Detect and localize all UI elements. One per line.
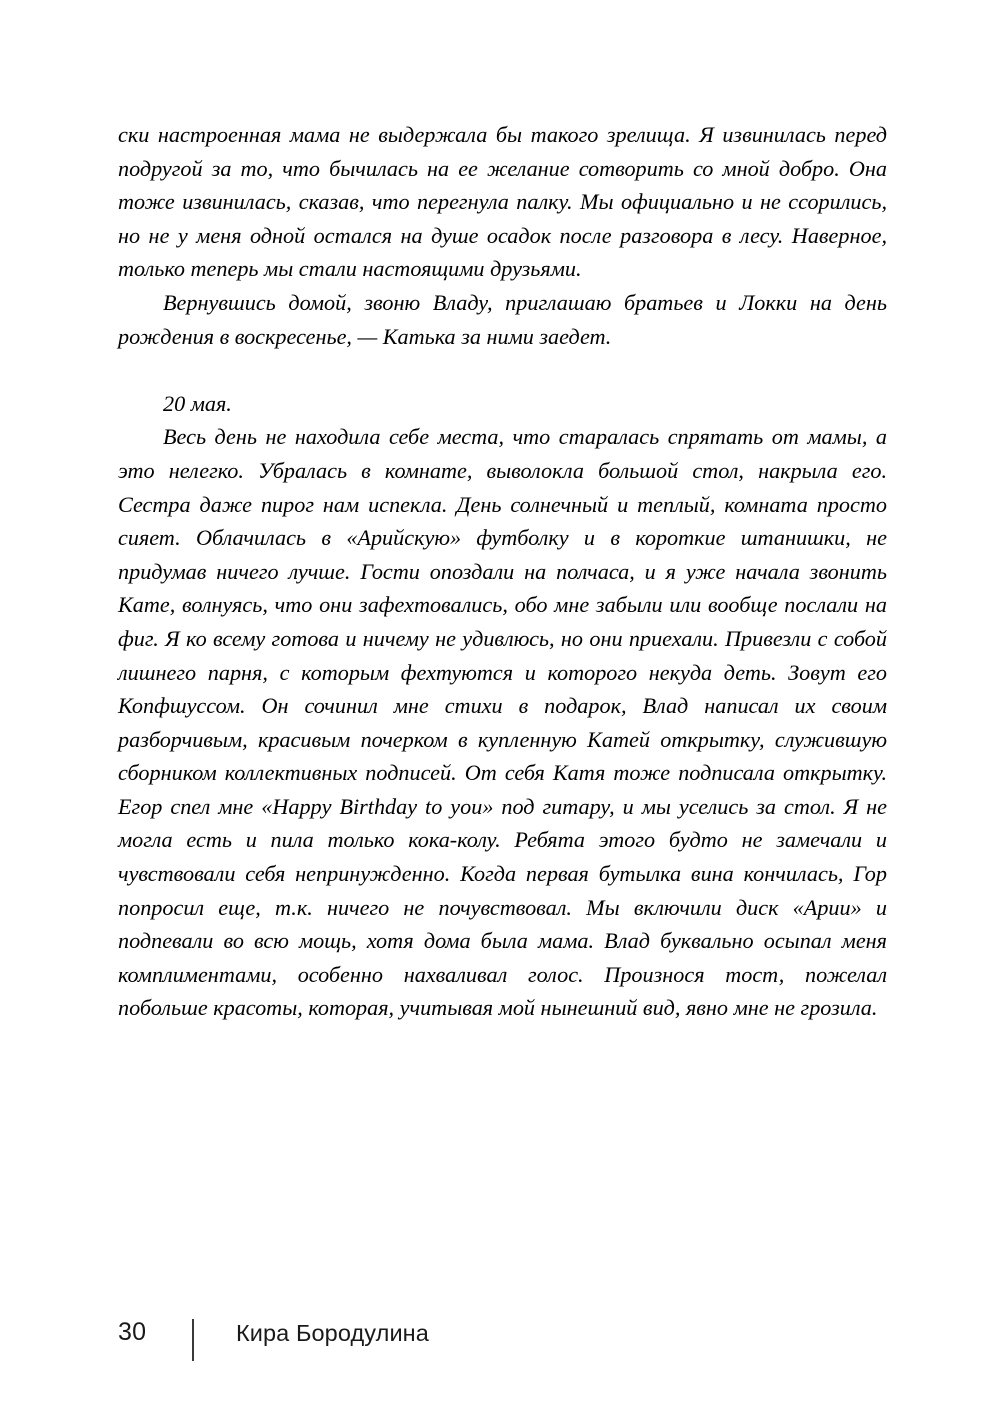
page-number: 30 [118,1318,147,1346]
page-body-text [118,118,887,1025]
diary-date-heading: 20 мая. [163,390,232,416]
paragraph-continued: ски настроенная мама не выдержала бы такого зрелища. Я извинилась перед подругой за то, что бычилась на ее желание сотворить со мной добро. Она тоже извинилась, сказав, что перегнула палку. Мы официально и не ссорились, но не у меня одной остался на душе осадок после разговора в лесу. Наверное, только теперь мы стали настоящими друзьями. [118,122,887,282]
page-footer [118,1318,887,1378]
footer-divider [192,1319,194,1361]
paragraph-birthday-entry: Весь день не находила себе места, что старалась спрятать от мамы, а это нелегко. Убралась в комнате, выволокла большой стол, накрыла его. Сестра даже пирог нам испекла. День солнечный и теплый, комната просто сияет. Облачилась в «Арийскую» футболку и в короткие штанишки, не придумав ничего лучше. Гости опоздали на полчаса, и я уже начала звонить Кате, волнуясь, что они зафехтовались, обо мне забыли или вообще послали на фиг. Я ко всему готова и ничему не удивлюсь, но они приехали. Привезли с собой лишнего парня, с которым фехтуются и которого некуда деть. Зовут его Копфшуссом. Он сочинил мне стихи в подарок, Влад написал их своим разборчивым, красивым почерком в купленную Катей открытку, служившую сборником коллективных подписей. От себя Катя тоже подписала открытку. Егор спел мне «Happy Birthday to you» под гитару, и мы уселись за стол. Я не могла есть и пила только кока-колу. Ребята этого будто не замечали и чувствовали себя непринужденно. Когда первая бутылка вина кончилась, Гор попросил еще, т.к. ничего не почувствовал. Мы включили диск «Арии» и подпевали во всю мощь, хотя дома была мама. Влад буквально осыпал меня комплиментами, особенно нахваливал голос. Произнося тост, пожелал побольше красоты, которая, учитывая мой нынешний вид, явно мне не грозила. [118,424,887,1021]
paragraph-spacer [118,353,887,387]
paragraph-return-home: Вернувшись домой, звоню Владу, приглашаю братьев и Локки на день рождения в воскресенье, — Катька за ними заедет. [118,289,887,349]
author-name: Кира Бородулина [236,1320,429,1346]
